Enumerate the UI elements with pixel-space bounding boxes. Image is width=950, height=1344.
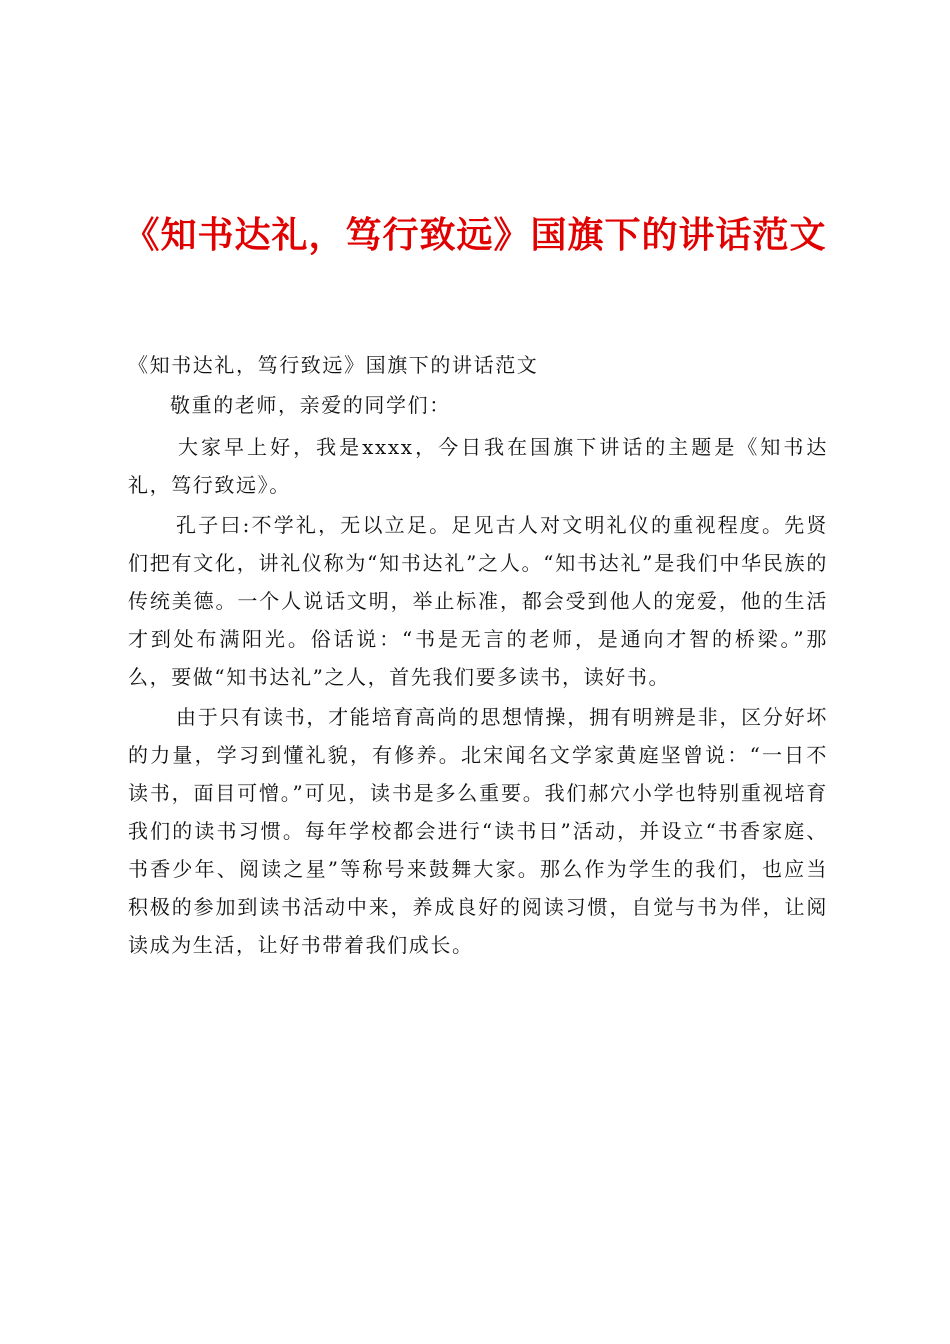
subtitle-line: 《知书达礼，笃行致远》国旗下的讲话范文 [128, 353, 539, 377]
document-body [128, 346, 828, 966]
document-title: 《知书达礼，笃行致远》国旗下的讲话范文 [123, 214, 827, 256]
paragraph-greeting: 大家早上好，我是xxxx，今日我在国旗下讲话的主题是《知书达礼，笃行致远》。 [128, 435, 828, 497]
paragraph-confucius: 孔子曰:不学礼，无以立足。足见古人对文明礼仪的重视程度。先贤们把有文化，讲礼仪称为“知书达礼”之人。“知书达礼”是我们中华民族的传统美德。一个人说话文明，举止标准，都会受到他人的宠爱，他的生活才到处布满阳光。俗话说：“书是无言的老师，是通向才智的桥梁。”那么，要做“知书达礼”之人，首先我们要多读书，读好书。 [128, 513, 828, 689]
paragraph-reading: 由于只有读书，才能培育高尚的思想情操，拥有明辨是非，区分好坏的力量，学习到懂礼貌，有修养。北宋闻名文学家黄庭坚曾说：“一日不读书，面目可憎。”可见，读书是多么重要。我们郝穴小学也特别重视培育我们的读书习惯。每年学校都会进行“读书日”活动，并设立“书香家庭、书香少年、阅读之星”等称号来鼓舞大家。那么作为学生的我们，也应当积极的参加到读书活动中来，养成良好的阅读习惯，自觉与书为伴，让阅读成为生活，让好书带着我们成长。 [128, 705, 828, 957]
salutation: 敬重的老师，亲爱的同学们： [170, 393, 451, 417]
